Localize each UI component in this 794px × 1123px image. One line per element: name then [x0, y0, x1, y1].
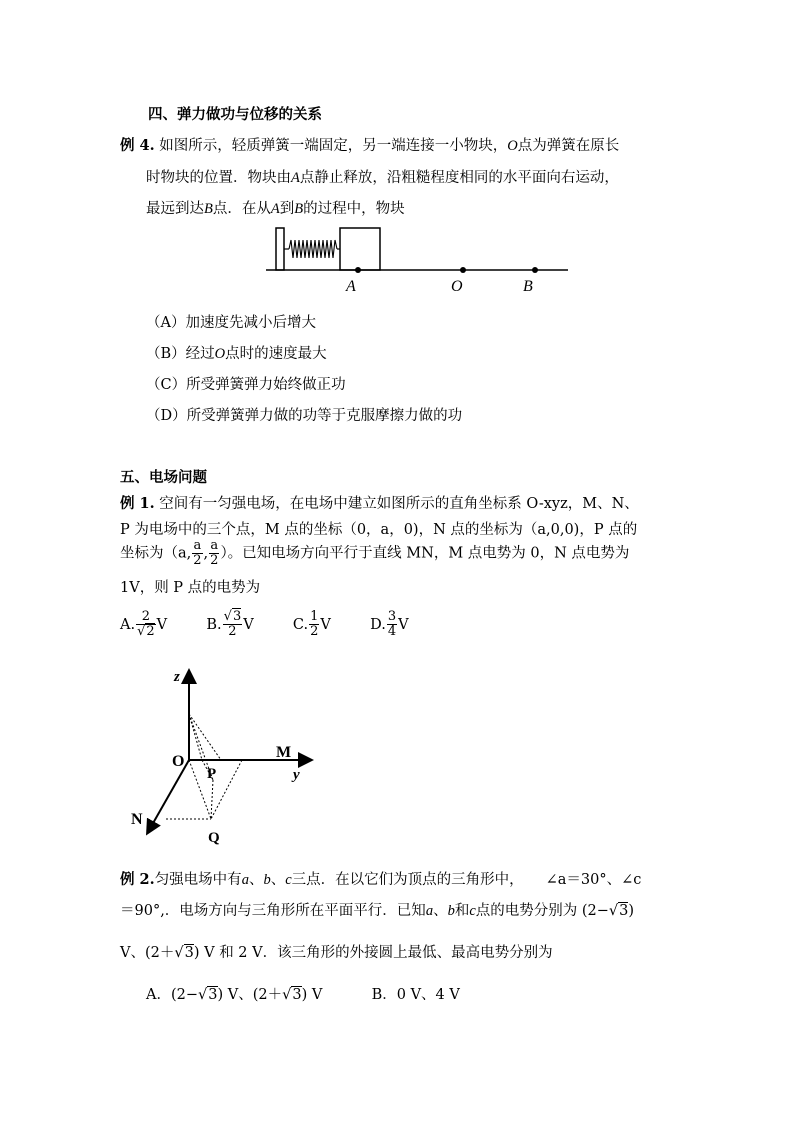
label-M: M	[276, 744, 292, 761]
ex2-option-A: A．(2−√ 3) V、(2＋√ 3) V	[146, 986, 322, 1003]
label-N: N	[131, 811, 143, 828]
ex1-line2: P 为电场中的三个点，M 点的坐标（0，a，0)，N 点的坐标为（a,0,0)，P 点的	[120, 522, 638, 538]
option-D: （D）所受弹簧弹力做的功等于克服摩擦力做的功	[146, 408, 463, 424]
example4-line1: 例 4. 如图所示，轻质弹簧一端固定，另一端连接一小物块，O点为弹簧在原长	[120, 137, 620, 154]
spring-block-figure	[262, 222, 572, 298]
label-y: y	[293, 767, 300, 783]
label-B: B	[523, 278, 533, 295]
section4-heading: 四、弹力做功与位移的关系	[148, 106, 322, 123]
example4-line2: 时物块的位置．物块由A点静止释放，沿粗糙程度相同的水平面向右运动，	[146, 170, 619, 186]
ex1-choices	[120, 610, 409, 639]
choice-C: C. $\frac{1}{2}$ V	[292, 609, 331, 639]
example4-label: 例 4.	[120, 137, 155, 154]
block	[340, 228, 380, 270]
example4-line3: 最远到达B点．在从A到B的过程中，物块	[146, 201, 405, 217]
ex2-label: 例 2.	[120, 871, 155, 888]
point-O	[460, 267, 466, 273]
choice-A: A. 2 √ 2 V	[120, 617, 172, 633]
ex1-label: 例 1.	[120, 495, 155, 512]
coordinate-figure	[128, 662, 328, 854]
ex2-options	[146, 983, 460, 1004]
label-Q: Q	[208, 830, 220, 846]
choice-D: D. $\frac{3}{4}$ V	[370, 609, 409, 639]
ex1-line3: 坐标为（a, $\frac{a}{2}$ , $\frac{a}{2}$ ）。已知电场方向平行于直线 MN，M 点电势为 0，N 点电势为	[120, 538, 630, 568]
ex1-line1: 例 1. 空间有一匀强电场，在电场中建立如图所示的直角坐标系 O-xyz，M、N、	[120, 495, 639, 512]
label-P: P	[207, 766, 217, 782]
point-B	[532, 267, 538, 273]
choice-B: B. √ $\frac{3}{2}$ V	[206, 617, 258, 633]
label-O: O	[451, 278, 463, 295]
option-A: （A）加速度先减小后增大	[146, 315, 316, 331]
spring	[289, 240, 337, 258]
ex2-line2: ＝90°,．电场方向与三角形所在平面平行．已知a、b和c点的电势分别为 (2−√ 3)	[120, 899, 634, 920]
wall	[276, 228, 284, 270]
ex2-option-B: B．0 V、4 V	[371, 987, 460, 1003]
section5-heading: 五、电场问题	[120, 469, 207, 486]
label-A: A	[346, 278, 356, 295]
ex2-line1: 例 2.匀强电场中有a、b、c三点．在以它们为顶点的三角形中， ∠a＝30°、∠c	[120, 871, 642, 888]
option-C: （C）所受弹簧弹力始终做正功	[146, 377, 346, 393]
option-B: （B）经过O点时的速度最大	[146, 346, 327, 362]
ex2-line3: V、(2＋√ 3) V 和 2 V．该三角形的外接圆上最低、最高电势分别为	[120, 941, 553, 962]
x-axis	[148, 760, 189, 832]
label-O: O	[172, 753, 185, 770]
label-z: z	[174, 669, 180, 685]
ex1-line4: 1V，则 P 点的电势为	[120, 580, 261, 596]
point-A	[355, 267, 361, 273]
